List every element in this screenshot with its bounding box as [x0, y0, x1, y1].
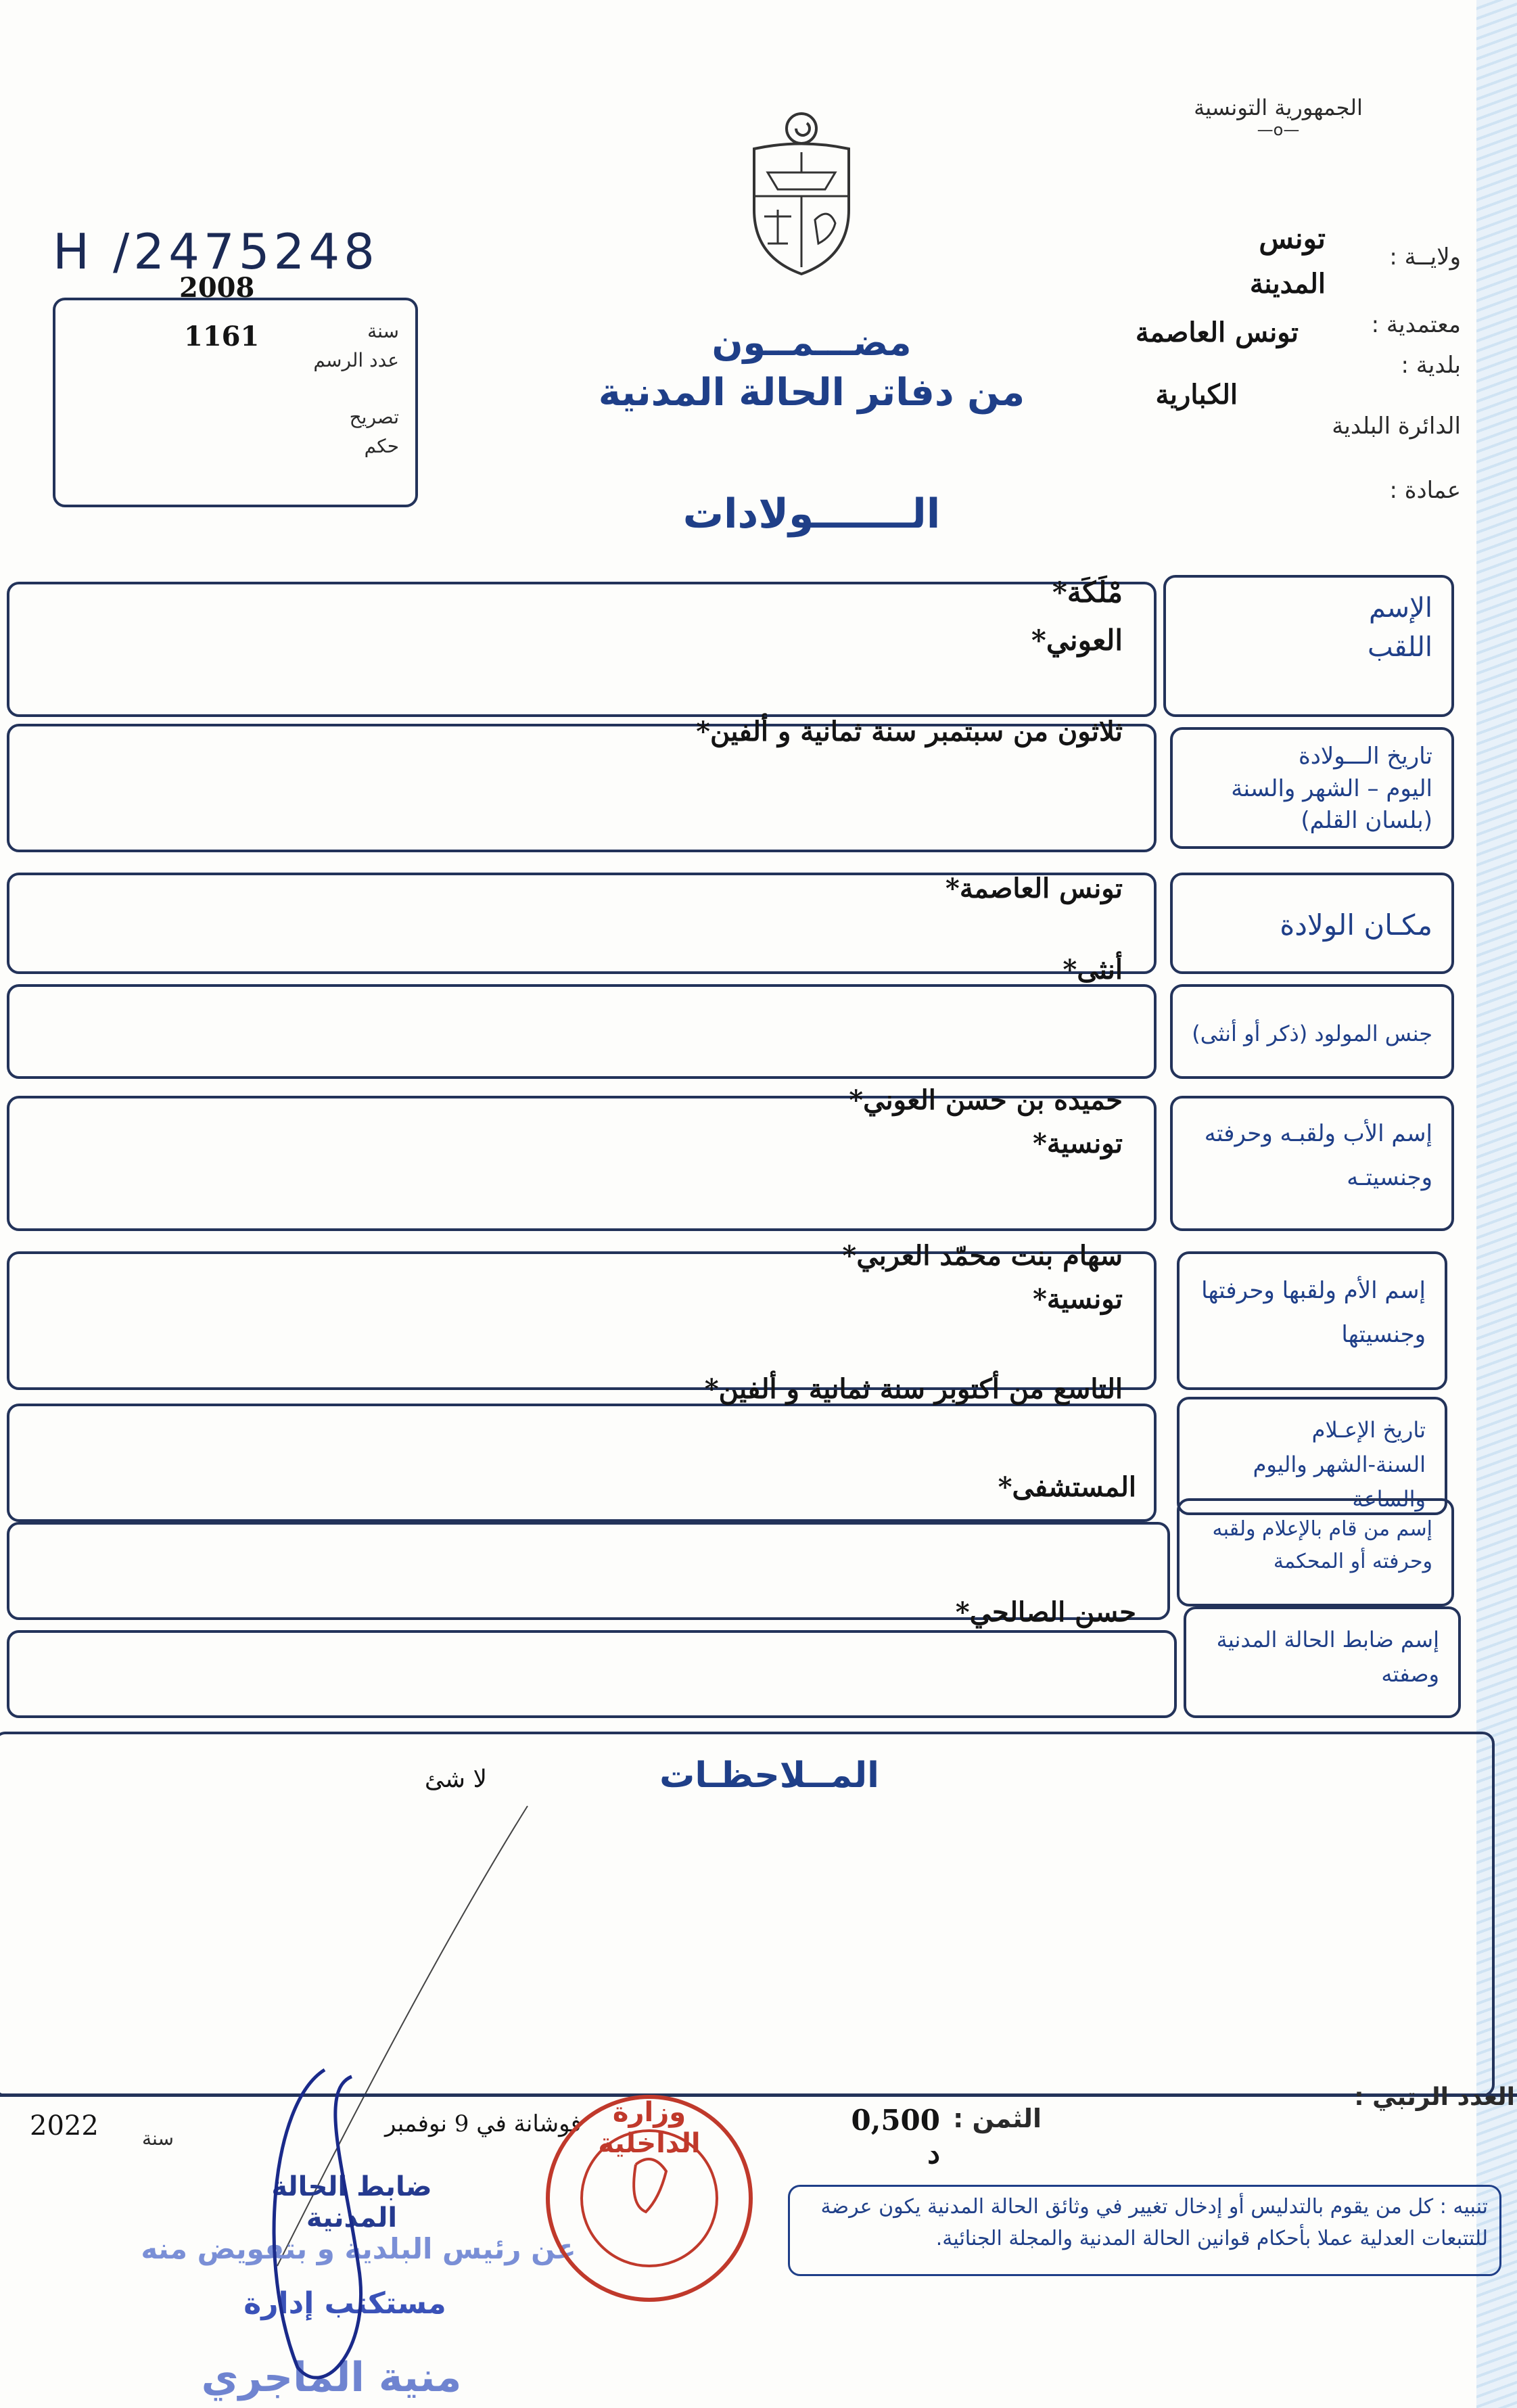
- row-father-label: إسم الأب ولقبـه وحرفته وجنسيتـه: [1170, 1096, 1454, 1231]
- mutamadia-value: المدينة: [1249, 268, 1326, 300]
- document-serial-number: H /2475248: [53, 223, 379, 280]
- serial-order-label: العدد الرتبي :: [1354, 2083, 1515, 2111]
- row-name-value: مْلَكَة* العوني*: [1031, 576, 1123, 657]
- row-mother-value: سهام بنت محمّد العربي* تونسية*: [842, 1240, 1123, 1315]
- registry-judgment-label: حكم: [364, 435, 399, 458]
- wilaya-label: ولايــة :: [1389, 244, 1461, 271]
- remarks-value: لا شئ: [424, 1765, 487, 1793]
- ministry-round-stamp: [534, 2083, 764, 2313]
- row-sex-value-box: [7, 984, 1157, 1079]
- footer-year-label: سنة: [142, 2127, 174, 2150]
- row-father-value: حميده بن حسن العوني* تونسية*: [849, 1084, 1123, 1159]
- notice-text: تنبيه : كل من يقوم بالتدليس أو إدخال تغيير في وثائق الحالة المدنية يكون عرضة للتتبعات العدلية عملا بأحكام قوانين الحالة المدنية والمجلة الجنائية.: [820, 2195, 1488, 2250]
- row-officer-value-box: [7, 1630, 1177, 1718]
- registry-number-value: 1161: [184, 321, 260, 352]
- section-title-births: الـــــــولادات: [682, 490, 941, 538]
- price-label: الثمن :: [953, 2104, 1042, 2133]
- republic-heading: [1177, 95, 1380, 139]
- row-declarant-value: المستشفى*: [998, 1471, 1136, 1503]
- price-value: 0,500 د: [851, 2104, 940, 2170]
- mutamadia-label: معتمدية :: [1371, 311, 1461, 338]
- registry-declaration-label: تصريح: [349, 405, 399, 428]
- row-birthdate-label: تاريخ الـــولادة اليوم – الشهر والسنة (بلسان القلم): [1170, 727, 1454, 849]
- place-date: فوشانة في 9 نوفمبر: [385, 2110, 582, 2137]
- registry-year-label: سنة: [367, 320, 399, 342]
- row-officer-value: حسن الصالحي*: [955, 1596, 1136, 1628]
- row-declaration-date-value-box: [7, 1404, 1157, 1522]
- row-birthdate-value: ثلاثون من سبتمبر سنة ثمانية و ألفين*: [696, 716, 1123, 747]
- daira-label: الدائرة البلدية: [1332, 413, 1461, 440]
- registry-labels: [298, 317, 399, 461]
- delegation-stamp-line-1: عن رئيس البلدية و بتفويض منه: [141, 2232, 576, 2265]
- row-name-label: الإسم اللقب: [1163, 575, 1454, 717]
- row-declarant-label: إسم من قام بالإعلام ولقبه وحرفته أو المحكمة: [1177, 1498, 1454, 1606]
- delegation-stamp-line-3: منية الماجري: [201, 2354, 462, 2401]
- republic-name: الجمهورية التونسية: [1194, 95, 1363, 120]
- row-mother-label: إسم الأم ولقبها وحرفتها وجنسيتها: [1177, 1251, 1447, 1390]
- admin-block: [1082, 216, 1461, 528]
- officer-title: ضابط الحالة المدنية: [271, 2171, 432, 2233]
- title-line-1: مضـــمــون: [711, 321, 912, 364]
- row-declaration-date-value: التاسع من أكتوبر سنة ثمانية و ألفين*: [704, 1373, 1123, 1405]
- row-sex-value: أنثى*: [1063, 954, 1123, 986]
- title-line-2: من دفاتر الحالة المدنية: [598, 371, 1025, 415]
- baladia-value: تونس العاصمة: [1135, 317, 1299, 348]
- registry-year-value: 2008: [179, 272, 255, 304]
- row-birthplace-value: تونس العاصمة*: [945, 873, 1123, 904]
- document-title: [595, 321, 1028, 415]
- remarks-label: المــلاحظـات: [659, 1755, 879, 1796]
- row-sex-label: جنس المولود (ذكر أو أنثى): [1170, 984, 1454, 1079]
- registry-number-label: عدد الرسم: [313, 349, 399, 372]
- birth-record-table: [0, 575, 1517, 1725]
- row-officer-label: إسم ضابط الحالة المدنية وصفته: [1184, 1606, 1461, 1718]
- daira-value: الكبارية: [1155, 379, 1238, 411]
- row-birthplace-label: مكـان الولادة: [1170, 873, 1454, 974]
- tunisia-coat-of-arms-icon: [741, 108, 862, 277]
- row-declaration-date-label: تاريخ الإعـلام السنة-الشهر واليوم والساعة: [1177, 1397, 1447, 1515]
- omada-label: عمادة :: [1389, 477, 1461, 504]
- handwritten-signature: [243, 2063, 406, 2394]
- republic-mark: —o—: [1257, 120, 1300, 139]
- round-stamp-text: وزارة الداخلية: [598, 2097, 701, 2159]
- baladia-label: بلدية :: [1401, 352, 1461, 379]
- delegation-stamp-line-2: مستكتب إدارة: [243, 2286, 446, 2321]
- footer-year-value: 2022: [30, 2110, 99, 2141]
- wilaya-value: تونس: [1259, 222, 1326, 255]
